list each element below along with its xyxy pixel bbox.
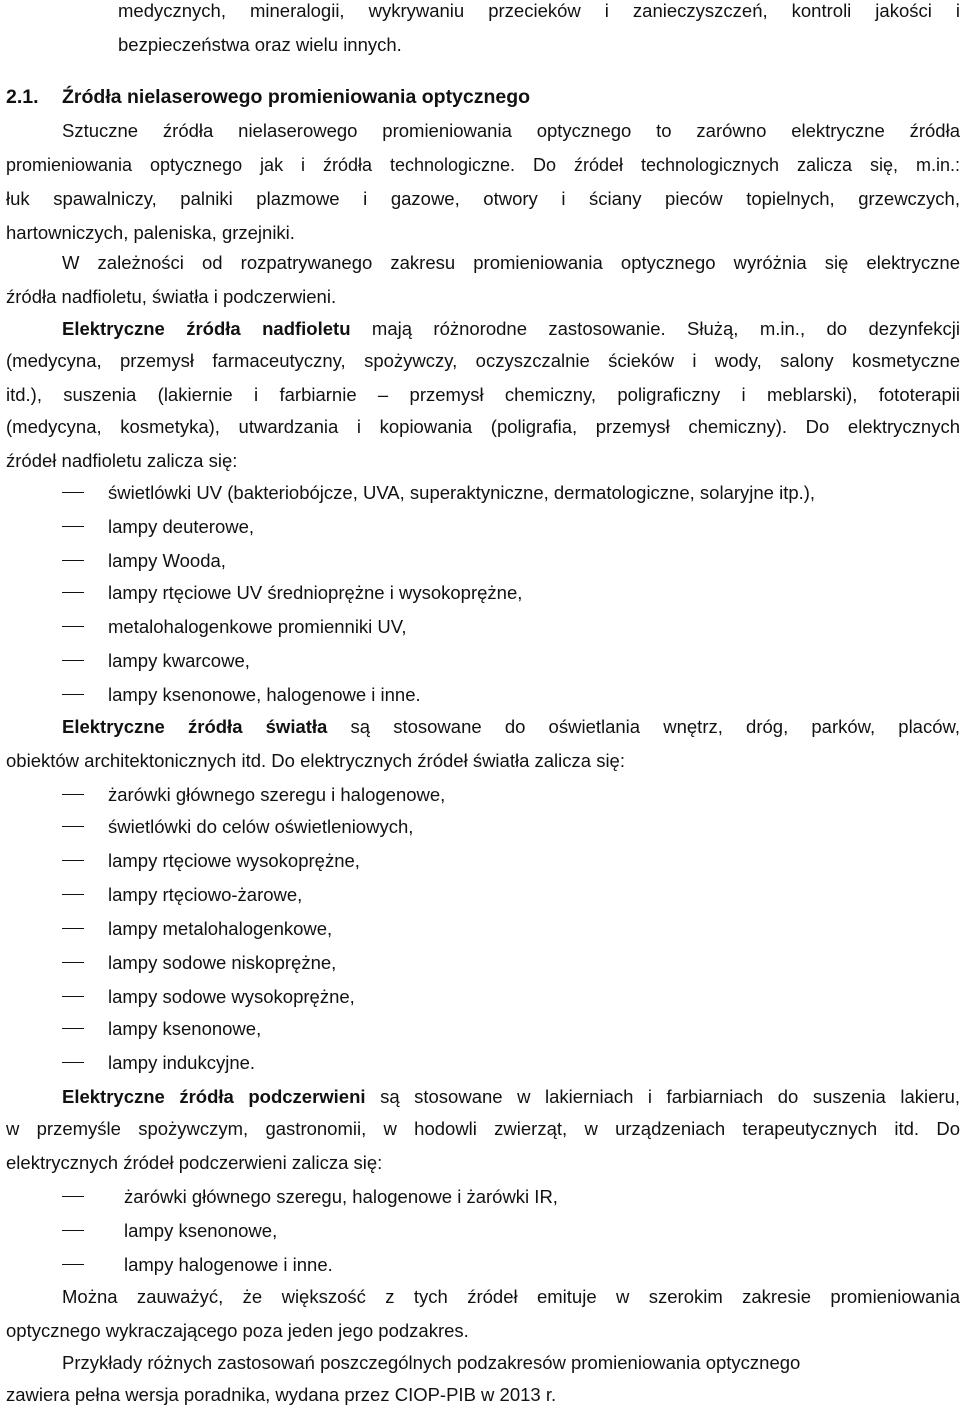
list-item: lampy metalohalogenkowe, (0, 912, 960, 946)
p5-bold-term: Elektryczne źródła podczerwieni (62, 1086, 366, 1107)
p3-line-1 (62, 312, 960, 346)
p1-line-2: promieniowania optycznego jak i źródła technologiczne. Do źródeł technologicznych zalicza się, m.in.: (6, 155, 960, 175)
p5-line-1-rest: są stosowane w lakierniach i farbiarniach do suszenia lakieru, (365, 1086, 960, 1107)
p4-line-1-rest: są stosowane do oświetlania wnętrz, dróg, parków, placów, (327, 716, 960, 737)
list-item: lampy deuterowe, (0, 510, 960, 544)
p4-line-1 (62, 710, 960, 744)
dash-bullet-icon (62, 694, 84, 695)
list-item: metalohalogenkowe promienniki UV, (0, 610, 960, 644)
dash-bullet-icon (62, 592, 84, 593)
dash-bullet-icon (62, 996, 84, 997)
dash-bullet-icon (62, 826, 84, 827)
section-title: Źródła nielaserowego promieniowania optycznego (62, 86, 531, 108)
p1-line-3: łuk spawalniczy, palniki plazmowe i gazowe, otwory i ściany pieców topielnych, grzewczych, (6, 188, 960, 209)
p3-line-5: źródeł nadfioletu zalicza się: (6, 450, 238, 471)
section-heading (0, 80, 960, 114)
p2-line-1: W zależności od rozpatrywanego zakresu promieniowania optycznego wyróżnia się elektryczne (62, 252, 960, 273)
list-item: żarówki głównego szeregu i halogenowe, (0, 778, 960, 812)
list-item: lampy Wooda, (0, 544, 960, 578)
dash-bullet-icon (62, 860, 84, 861)
p6-line-1: Można zauważyć, że większość z tych źródeł emituje w szerokim zakresie promieniowania (62, 1286, 960, 1307)
p3-line-2: (medycyna, przemysł farmaceutyczny, spożywczy, oczyszczalnie ścieków i wody, salony kosmetyczne (6, 350, 960, 371)
list-item: lampy ksenonowe, (0, 1214, 960, 1248)
p1-line-4: hartowniczych, paleniska, grzejniki. (6, 222, 295, 243)
dash-bullet-icon (62, 1264, 84, 1265)
dash-bullet-icon (62, 492, 84, 493)
list-item: lampy indukcyjne. (0, 1046, 960, 1080)
intro-line-2: bezpieczeństwa oraz wielu innych. (118, 34, 402, 55)
list-item: lampy halogenowe i inne. (0, 1248, 960, 1282)
p3-line-3: itd.), suszenia (lakiernie i farbiarnie – przemysł chemiczny, poligraficzny i meblarski), fototerapii (6, 384, 960, 405)
list-item: żarówki głównego szeregu, halogenowe i żarówki IR, (0, 1180, 960, 1214)
dash-bullet-icon (62, 1196, 84, 1197)
list-item: lampy sodowe wysokoprężne, (0, 980, 960, 1014)
p5-line-1 (62, 1080, 960, 1114)
dash-bullet-icon (62, 894, 84, 895)
p1-line-1: Sztuczne źródła nielaserowego promieniowania optycznego to zarówno elektryczne źródła (62, 120, 960, 141)
p5-line-2: w przemyśle spożywczym, gastronomii, w hodowli zwierząt, w urządzeniach terapeutycznych itd. Do (6, 1118, 960, 1139)
p7-line-2: zawiera pełna wersja poradnika, wydana przez CIOP-PIB w 2013 r. (6, 1384, 557, 1405)
dash-bullet-icon (62, 1028, 84, 1029)
list-item: lampy rtęciowe wysokoprężne, (0, 844, 960, 878)
dash-bullet-icon (62, 660, 84, 661)
p4-line-2: obiektów architektonicznych itd. Do elektrycznych źródeł światła zalicza się: (6, 750, 625, 771)
list-item: świetlówki do celów oświetleniowych, (0, 810, 960, 844)
list-item: lampy ksenonowe, halogenowe i inne. (0, 678, 960, 712)
intro-line-1: medycznych, mineralogii, wykrywaniu przecieków i zanieczyszczeń, kontroli jakości i (118, 0, 960, 21)
dash-bullet-icon (62, 626, 84, 627)
dash-bullet-icon (62, 526, 84, 527)
p5-line-3: elektrycznych źródeł podczerwieni zalicza się: (6, 1152, 383, 1173)
p3-bold-term: Elektryczne źródła nadfioletu (62, 318, 351, 339)
p7-line-1: Przykłady różnych zastosowań poszczególnych podzakresów promieniowania optycznego (62, 1352, 801, 1373)
list-item: świetlówki UV (bakteriobójcze, UVA, superaktyniczne, dermatologiczne, solaryjne itp.), (0, 476, 960, 510)
list-item: lampy kwarcowe, (0, 644, 960, 678)
p6-line-2: optycznego wykraczającego poza jeden jego podzakres. (6, 1320, 469, 1341)
dash-bullet-icon (62, 794, 84, 795)
list-item: lampy rtęciowo-żarowe, (0, 878, 960, 912)
list-item: lampy rtęciowe UV średnioprężne i wysokoprężne, (0, 576, 960, 610)
dash-bullet-icon (62, 962, 84, 963)
p4-bold-term: Elektryczne źródła światła (62, 716, 328, 737)
dash-bullet-icon (62, 1230, 84, 1231)
dash-bullet-icon (62, 928, 84, 929)
section-number: 2.1. (6, 86, 39, 108)
dash-bullet-icon (62, 1062, 84, 1063)
list-item: lampy sodowe niskoprężne, (0, 946, 960, 980)
p3-line-4: (medycyna, kosmetyka), utwardzania i kopiowania (poligrafia, przemysł chemiczny). Do elektrycznych (6, 416, 960, 437)
p3-line-1-rest: mają różnorodne zastosowanie. Służą, m.in., do dezynfekcji (350, 318, 960, 339)
list-item: lampy ksenonowe, (0, 1012, 960, 1046)
dash-bullet-icon (62, 560, 84, 561)
p2-line-2: źródła nadfioletu, światła i podczerwieni. (6, 286, 337, 307)
